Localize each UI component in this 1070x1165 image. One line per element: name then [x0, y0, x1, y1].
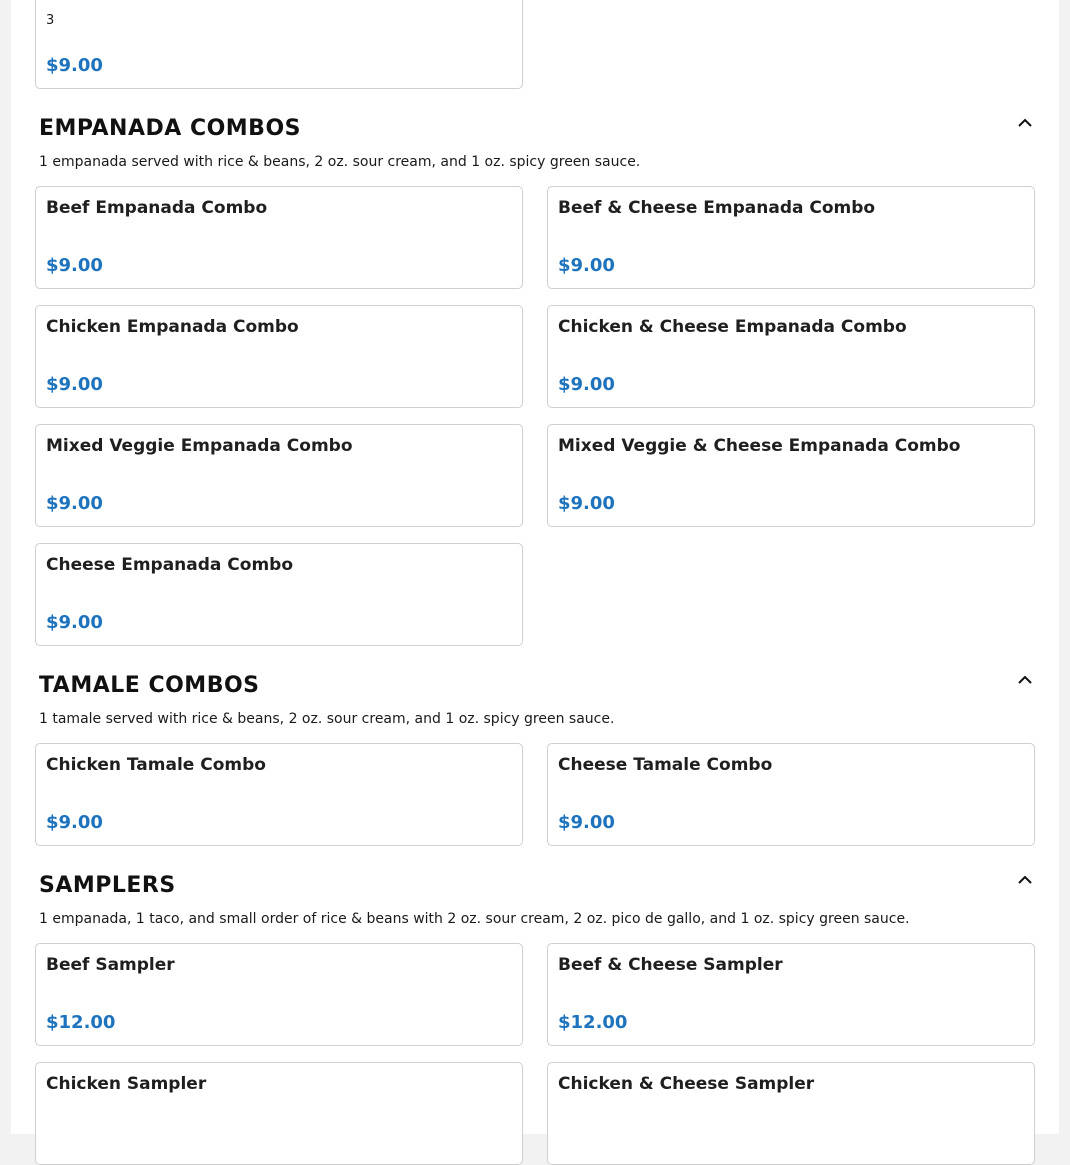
- menu-item-name: Chicken Empanada Combo: [46, 317, 299, 337]
- section-description: 1 tamale served with rice & beans, 2 oz. sour cream, and 1 oz. spicy green sauce.: [39, 711, 615, 727]
- menu-item-name: Beef & Cheese Sampler: [558, 955, 783, 975]
- menu-item-price: $9.00: [558, 255, 615, 276]
- menu-item-price: $9.00: [46, 612, 103, 633]
- menu-item-card[interactable]: [35, 424, 523, 527]
- menu-item-name: Chicken Tamale Combo: [46, 755, 266, 775]
- menu-item-card[interactable]: [547, 743, 1035, 846]
- menu-item-name: Mixed Veggie Empanada Combo: [46, 436, 353, 456]
- menu-item-card[interactable]: [547, 424, 1035, 527]
- menu-item-price: $9.00: [558, 493, 615, 514]
- menu-page: [11, 0, 1059, 1134]
- menu-item-name: Beef Empanada Combo: [46, 198, 268, 218]
- section-title-empanada-combos: EMPANADA COMBOS: [39, 116, 301, 141]
- chevron-up-icon[interactable]: [1015, 870, 1035, 890]
- menu-item-name: Cheese Tamale Combo: [558, 755, 773, 775]
- menu-item-price: $9.00: [46, 493, 103, 514]
- section-description: 1 empanada, 1 taco, and small order of rice & beans with 2 oz. sour cream, 2 oz. pico de gallo, and 1 oz. spicy green sauce.: [39, 911, 910, 927]
- chevron-up-icon[interactable]: [1015, 670, 1035, 690]
- menu-item-name: Chicken Sampler: [46, 1074, 207, 1094]
- menu-item-price: $9.00: [558, 812, 615, 833]
- menu-item-card[interactable]: [35, 943, 523, 1046]
- menu-item-name: Beef & Cheese Empanada Combo: [558, 198, 876, 218]
- menu-item-name: Chicken & Cheese Empanada Combo: [558, 317, 907, 337]
- menu-item-name: Mixed Veggie & Cheese Empanada Combo: [558, 436, 961, 456]
- section-title-samplers: SAMPLERS: [39, 873, 176, 898]
- menu-item-price: $9.00: [46, 374, 103, 395]
- section-description: 1 empanada served with rice & beans, 2 oz. sour cream, and 1 oz. spicy green sauce.: [39, 154, 641, 170]
- menu-item-name: Cheese Empanada Combo: [46, 555, 294, 575]
- menu-item-price: $9.00: [46, 812, 103, 833]
- menu-item-price: $12.00: [46, 1012, 116, 1033]
- menu-item-card[interactable]: [35, 186, 523, 289]
- chevron-up-icon[interactable]: [1015, 113, 1035, 133]
- menu-item-card[interactable]: [35, 0, 523, 89]
- menu-item-card[interactable]: [35, 743, 523, 846]
- menu-item-price: $9.00: [558, 374, 615, 395]
- menu-item-card[interactable]: [35, 543, 523, 646]
- section-title-tamale-combos: TAMALE COMBOS: [39, 673, 260, 698]
- menu-item-description: 3: [46, 13, 55, 28]
- menu-item-price: $9.00: [46, 255, 103, 276]
- menu-item-name: Chicken & Cheese Sampler: [558, 1074, 815, 1094]
- menu-item-card[interactable]: [35, 1062, 523, 1165]
- menu-item-card[interactable]: [547, 1062, 1035, 1165]
- menu-item-card[interactable]: [547, 186, 1035, 289]
- menu-item-card[interactable]: [547, 305, 1035, 408]
- menu-item-price: $12.00: [558, 1012, 628, 1033]
- menu-item-card[interactable]: [547, 943, 1035, 1046]
- menu-item-price: $9.00: [46, 55, 103, 76]
- menu-item-name: Beef Sampler: [46, 955, 175, 975]
- menu-item-card[interactable]: [35, 305, 523, 408]
